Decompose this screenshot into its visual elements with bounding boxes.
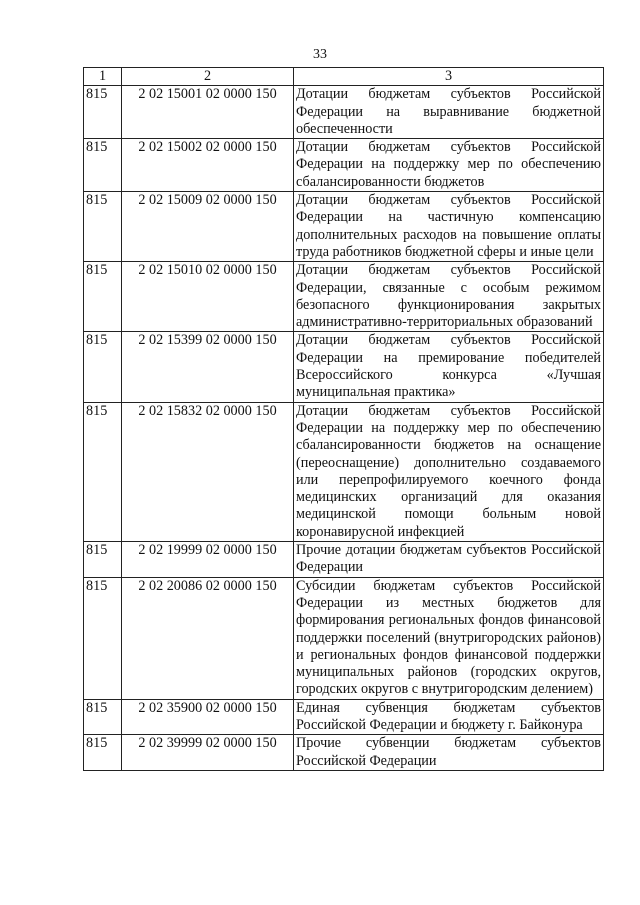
income-name-cell: Прочие субвенции бюджетам субъектов Российской Федерации [294, 735, 604, 771]
column-header-2: 2 [122, 68, 294, 86]
table-row [84, 139, 604, 192]
budget-code-cell: 2 02 39999 02 0000 150 [122, 735, 294, 771]
column-header-3: 3 [294, 68, 604, 86]
budget-codes-table [83, 67, 604, 771]
admin-code-cell: 815 [84, 402, 122, 541]
income-name-cell: Дотации бюджетам субъектов Российской Федерации на поддержку мер по обеспечению сбалансированности бюджетов на оснащение (переоснащение) дополнительно создаваемого или перепрофилируемого коечного фонда медицинских организаций для оказания медицинской помощи больным новой коронавирусной инфекцией [294, 402, 604, 541]
admin-code-cell: 815 [84, 735, 122, 771]
budget-code-cell: 2 02 19999 02 0000 150 [122, 542, 294, 578]
budget-code-cell: 2 02 35900 02 0000 150 [122, 699, 294, 735]
page-number: 33 [313, 47, 327, 62]
income-name-cell: Субсидии бюджетам субъектов Российской Федерации из местных бюджетов для формирования региональных фондов финансовой поддержки поселений (внутригородских районов) и региональных фондов финансовой поддержки муниципальных районов (городских округов, городских округов с внутригородским делением) [294, 577, 604, 699]
budget-code-cell: 2 02 15002 02 0000 150 [122, 139, 294, 192]
admin-code-cell: 815 [84, 262, 122, 332]
budget-code-cell: 2 02 15010 02 0000 150 [122, 262, 294, 332]
income-name-cell: Единая субвенция бюджетам субъектов Российской Федерации и бюджету г. Байконура [294, 699, 604, 735]
header-row [84, 68, 604, 86]
budget-code-cell: 2 02 15009 02 0000 150 [122, 192, 294, 262]
table-row [84, 542, 604, 578]
admin-code-cell: 815 [84, 577, 122, 699]
table-row [84, 86, 604, 139]
table-row [84, 332, 604, 402]
admin-code-cell: 815 [84, 332, 122, 402]
table-row [84, 577, 604, 699]
admin-code-cell: 815 [84, 86, 122, 139]
budget-code-cell: 2 02 20086 02 0000 150 [122, 577, 294, 699]
budget-code-cell: 2 02 15001 02 0000 150 [122, 86, 294, 139]
budget-code-cell: 2 02 15832 02 0000 150 [122, 402, 294, 541]
budget-code-cell: 2 02 15399 02 0000 150 [122, 332, 294, 402]
table-row [84, 192, 604, 262]
income-name-cell: Дотации бюджетам субъектов Российской Федерации на поддержку мер по обеспечению сбалансированности бюджетов [294, 139, 604, 192]
admin-code-cell: 815 [84, 699, 122, 735]
income-name-cell: Прочие дотации бюджетам субъектов Российской Федерации [294, 542, 604, 578]
admin-code-cell: 815 [84, 192, 122, 262]
column-header-1: 1 [84, 68, 122, 86]
income-name-cell: Дотации бюджетам субъектов Российской Федерации на частичную компенсацию дополнительных расходов на повышение оплаты труда работников бюджетной сферы и иные цели [294, 192, 604, 262]
income-name-cell: Дотации бюджетам субъектов Российской Федерации, связанные с особым режимом безопасного функционирования закрытых административно-территориальных образований [294, 262, 604, 332]
table-row [84, 262, 604, 332]
table-row [84, 735, 604, 771]
table-row [84, 402, 604, 541]
table-row [84, 699, 604, 735]
income-name-cell: Дотации бюджетам субъектов Российской Федерации на выравнивание бюджетной обеспеченности [294, 86, 604, 139]
income-name-cell: Дотации бюджетам субъектов Российской Федерации на премирование победителей Всероссийского конкурса «Лучшая муниципальная практика» [294, 332, 604, 402]
admin-code-cell: 815 [84, 139, 122, 192]
admin-code-cell: 815 [84, 542, 122, 578]
